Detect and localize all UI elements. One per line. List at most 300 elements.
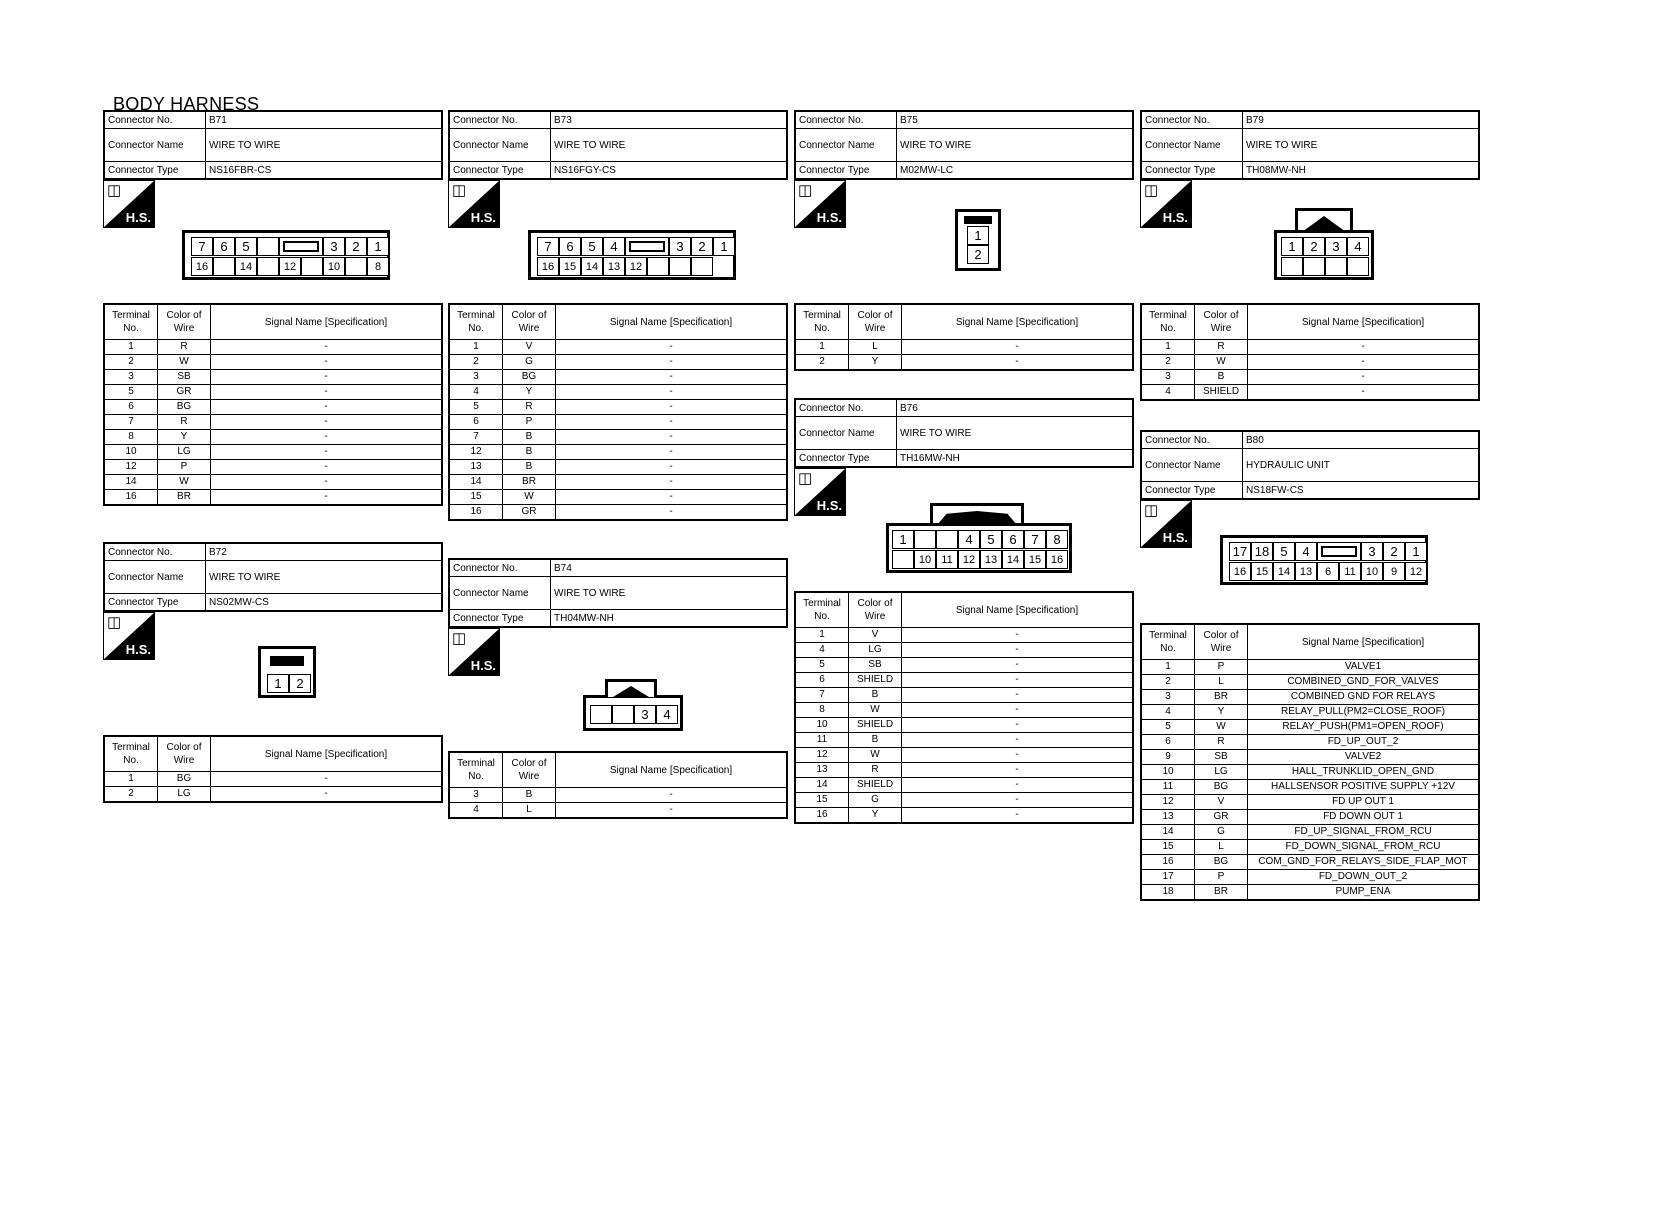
terminal-no-cell: 4 [449,803,503,819]
pin-cell: 1 [367,237,389,256]
table-row [1141,735,1479,750]
header-color-of-wire: Color of Wire [1195,624,1248,660]
connector-face-b73 [528,230,736,280]
terminal-no-cell: 6 [449,415,503,430]
terminal-no-cell: 7 [449,430,503,445]
table-row [1141,690,1479,705]
label-connector-type: Connector Type [449,610,551,628]
terminal-no-cell: 5 [1141,720,1195,735]
pin-cell: 8 [367,257,389,276]
wire-color-cell: BR [1195,690,1248,705]
wire-color-cell: B [1195,370,1248,385]
terminal-no-cell: 3 [1141,370,1195,385]
label-connector-name: Connector Name [104,129,206,162]
signal-name-cell: - [1248,355,1480,370]
wire-color-cell: W [503,490,556,505]
table-row [1141,840,1479,855]
terminal-no-cell: 7 [104,415,158,430]
terminal-no-cell: 2 [795,355,849,371]
table-row [795,748,1133,763]
wire-color-cell: GR [503,505,556,521]
signal-name-cell: - [902,733,1134,748]
pin-cell: 10 [1361,562,1383,581]
wire-color-cell: W [158,355,211,370]
table-row [1141,370,1479,385]
label-connector-no: Connector No. [795,399,897,417]
wire-color-cell: W [1195,355,1248,370]
pin-cell: 14 [581,257,603,276]
table-row [795,763,1133,778]
table-row [1141,825,1479,840]
signal-name-cell: VALVE1 [1248,660,1480,675]
signal-name-cell: - [902,808,1134,824]
connector-type: NS16FBR-CS [206,162,443,180]
pin-cell [345,257,367,276]
wire-color-cell: W [849,703,902,718]
table-row [449,475,787,490]
pin-cell: 10 [323,257,345,276]
wire-color-cell: G [503,355,556,370]
signal-name-cell: - [211,445,443,460]
pin-cell: 14 [235,257,257,276]
table-row [104,355,442,370]
connector-name: WIRE TO WIRE [206,561,443,594]
pin-cell: 7 [537,237,559,256]
connector-type: M02MW-LC [897,162,1134,180]
table-row [1141,855,1479,870]
table-row [449,490,787,505]
table-row [104,415,442,430]
table-row [795,733,1133,748]
wire-color-cell: B [849,733,902,748]
pin-cell: 11 [1339,562,1361,581]
signal-name-cell: - [902,778,1134,793]
hs-icon: ◫ H.S. [448,628,500,676]
terminal-no-cell: 13 [449,460,503,475]
terminal-no-cell: 2 [104,355,158,370]
connector-name: WIRE TO WIRE [897,129,1134,162]
pin-cell [691,257,713,276]
label-connector-type: Connector Type [449,162,551,180]
connector-name: HYDRAULIC UNIT [1243,449,1480,482]
pin-cell [213,257,235,276]
signal-name-cell: PUMP_ENA [1248,885,1480,901]
header-signal-name: Signal Name [Specification] [902,592,1134,628]
table-row [449,385,787,400]
table-row [795,718,1133,733]
wire-color-cell: SHIELD [1195,385,1248,401]
pin-cell: 15 [559,257,581,276]
header-terminal-no: Terminal No. [449,304,503,340]
terminal-table-b71 [103,303,443,506]
signal-name-cell: - [902,718,1134,733]
table-row [1141,705,1479,720]
wire-color-cell: B [503,430,556,445]
hs-icon: ◫ H.S. [103,612,155,660]
pin-cell: 3 [669,237,691,256]
signal-name-cell: - [556,490,788,505]
header-signal-name: Signal Name [Specification] [556,752,788,788]
connector-no: B74 [551,559,788,577]
signal-name-cell: - [211,787,443,803]
connector-type: NS16FGY-CS [551,162,788,180]
header-color-of-wire: Color of Wire [158,304,211,340]
terminal-table-b75 [794,303,1134,371]
terminal-no-cell: 4 [795,643,849,658]
connector-latch [1317,542,1361,561]
terminal-no-cell: 11 [1141,780,1195,795]
connector-face-b74 [583,695,683,731]
table-row [795,793,1133,808]
signal-name-cell: RELAY_PULL(PM2=CLOSE_ROOF) [1248,705,1480,720]
table-row [104,385,442,400]
hs-icon: ◫ H.S. [794,180,846,228]
pin-cell: 5 [1273,542,1295,561]
wire-color-cell: LG [1195,765,1248,780]
signal-name-cell: - [211,340,443,355]
connector-b74-info [448,558,788,628]
pin-cell [257,237,279,256]
header-signal-name: Signal Name [Specification] [1248,624,1480,660]
pin-cell: 2 [691,237,713,256]
pin-cell [892,550,914,569]
signal-name-cell: - [211,460,443,475]
table-row [449,430,787,445]
wire-color-cell: L [503,803,556,819]
terminal-table-b80 [1140,623,1480,901]
connector-no: B80 [1243,431,1480,449]
signal-name-cell: RELAY_PUSH(PM1=OPEN_ROOF) [1248,720,1480,735]
pin-cell: 9 [1383,562,1405,581]
connector-type: NS18FW-CS [1243,482,1480,500]
table-row [1141,340,1479,355]
wire-color-cell: Y [849,355,902,371]
header-color-of-wire: Color of Wire [158,736,211,772]
signal-name-cell: - [556,370,788,385]
pin-cell: 7 [1024,530,1046,549]
pin-cell [914,530,936,549]
wire-color-cell: L [1195,840,1248,855]
label-connector-name: Connector Name [795,417,897,450]
terminal-no-cell: 1 [1141,660,1195,675]
terminal-no-cell: 2 [1141,355,1195,370]
wire-color-cell: V [849,628,902,643]
signal-name-cell: - [211,475,443,490]
terminal-no-cell: 1 [795,340,849,355]
page-title: BODY HARNESS [113,94,260,114]
terminal-no-cell: 6 [104,400,158,415]
pin-cell [1325,257,1347,276]
pin-cell: 12 [625,257,647,276]
signal-name-cell: - [211,490,443,506]
terminal-no-cell: 1 [104,340,158,355]
terminal-no-cell: 12 [104,460,158,475]
table-row [449,803,787,819]
wire-color-cell: GR [158,385,211,400]
table-row [449,400,787,415]
wire-color-cell: SB [1195,750,1248,765]
terminal-no-cell: 2 [104,787,158,803]
wire-color-cell: GR [1195,810,1248,825]
terminal-no-cell: 12 [1141,795,1195,810]
terminal-no-cell: 14 [1141,825,1195,840]
pin-cell: 7 [191,237,213,256]
wire-color-cell: Y [849,808,902,824]
pin-cell [669,257,691,276]
terminal-no-cell: 11 [795,733,849,748]
header-color-of-wire: Color of Wire [849,304,902,340]
connector-b79-info [1140,110,1480,180]
pin-cell: 1 [1405,542,1427,561]
table-row [1141,675,1479,690]
signal-name-cell: - [902,748,1134,763]
terminal-no-cell: 1 [449,340,503,355]
connector-name: WIRE TO WIRE [1243,129,1480,162]
wire-color-cell: R [849,763,902,778]
connector-b73-info [448,110,788,180]
terminal-no-cell: 10 [795,718,849,733]
table-row [1141,780,1479,795]
wire-color-cell: Y [158,430,211,445]
table-row [104,475,442,490]
header-terminal-no: Terminal No. [795,592,849,628]
header-terminal-no: Terminal No. [449,752,503,788]
table-row [795,703,1133,718]
pin-cell: 5 [980,530,1002,549]
wire-color-cell: G [849,793,902,808]
pin-cell: 6 [1317,562,1339,581]
wire-color-cell: W [158,475,211,490]
wire-color-cell: BG [158,400,211,415]
pin-cell: 17 [1229,542,1251,561]
hs-icon: ◫ H.S. [1140,500,1192,548]
connector-no: B72 [206,543,443,561]
table-row [104,772,442,787]
table-row [449,445,787,460]
table-row [104,787,442,803]
wire-color-cell: BG [158,772,211,787]
terminal-no-cell: 16 [795,808,849,824]
wire-color-cell: R [1195,735,1248,750]
connector-no: B75 [897,111,1134,129]
connector-face-b71 [182,230,390,280]
wire-color-cell: Y [503,385,556,400]
table-row [104,400,442,415]
terminal-no-cell: 18 [1141,885,1195,901]
signal-name-cell: - [1248,385,1480,401]
signal-name-cell: COM_GND_FOR_RELAYS_SIDE_FLAP_MOT [1248,855,1480,870]
signal-name-cell: - [902,763,1134,778]
label-connector-name: Connector Name [104,561,206,594]
pin-cell: 4 [1295,542,1317,561]
signal-name-cell: - [556,415,788,430]
signal-name-cell: FD_DOWN_OUT_2 [1248,870,1480,885]
label-connector-type: Connector Type [795,450,897,468]
terminal-table-b79 [1140,303,1480,401]
connector-no: B71 [206,111,443,129]
pin-cell: 2 [967,245,989,264]
signal-name-cell: FD_DOWN_SIGNAL_FROM_RCU [1248,840,1480,855]
signal-name-cell: COMBINED_GND_FOR_VALVES [1248,675,1480,690]
pin-cell: 16 [1229,562,1251,581]
connector-name: WIRE TO WIRE [206,129,443,162]
header-signal-name: Signal Name [Specification] [556,304,788,340]
signal-name-cell: - [1248,370,1480,385]
pin-cell: 5 [235,237,257,256]
pin-cell: 4 [1347,237,1369,256]
table-row [795,688,1133,703]
table-row [1141,355,1479,370]
header-color-of-wire: Color of Wire [503,304,556,340]
terminal-no-cell: 12 [449,445,503,460]
terminal-no-cell: 14 [104,475,158,490]
pin-cell: 13 [1295,562,1317,581]
wire-color-cell: P [158,460,211,475]
table-row [449,340,787,355]
label-connector-name: Connector Name [1141,129,1243,162]
wire-color-cell: R [158,415,211,430]
signal-name-cell: - [902,688,1134,703]
pin-cell: 3 [634,705,656,724]
pin-cell: 3 [1361,542,1383,561]
table-row [795,340,1133,355]
pin-cell: 3 [323,237,345,256]
table-row [795,643,1133,658]
terminal-no-cell: 7 [795,688,849,703]
header-color-of-wire: Color of Wire [1195,304,1248,340]
pin-cell: 2 [345,237,367,256]
terminal-no-cell: 5 [449,400,503,415]
signal-name-cell: FD DOWN OUT 1 [1248,810,1480,825]
wire-color-cell: LG [158,445,211,460]
pin-cell: 1 [1281,237,1303,256]
hs-icon: ◫ H.S. [103,180,155,228]
wire-color-cell: BG [1195,855,1248,870]
wire-color-cell: SB [849,658,902,673]
table-row [1141,385,1479,401]
pin-cell: 15 [1251,562,1273,581]
terminal-no-cell: 9 [1141,750,1195,765]
pin-cell: 6 [213,237,235,256]
pin-cell: 12 [958,550,980,569]
terminal-no-cell: 13 [795,763,849,778]
signal-name-cell: - [902,793,1134,808]
signal-name-cell: VALVE2 [1248,750,1480,765]
connector-face-b72 [258,646,316,698]
table-row [104,430,442,445]
terminal-no-cell: 4 [1141,385,1195,401]
wire-color-cell: P [1195,870,1248,885]
table-row [449,370,787,385]
terminal-no-cell: 6 [1141,735,1195,750]
pin-cell [590,705,612,724]
wire-color-cell: SB [158,370,211,385]
terminal-no-cell: 16 [1141,855,1195,870]
hs-icon: ◫ H.S. [1140,180,1192,228]
pin-cell: 5 [581,237,603,256]
wire-color-cell: BG [503,370,556,385]
signal-name-cell: - [902,673,1134,688]
table-row [104,445,442,460]
label-connector-type: Connector Type [104,594,206,612]
terminal-table-b73 [448,303,788,521]
terminal-table-b72 [103,735,443,803]
pin-cell [1303,257,1325,276]
wire-color-cell: B [503,788,556,803]
wire-color-cell: V [1195,795,1248,810]
signal-name-cell: - [556,385,788,400]
connector-b80-info [1140,430,1480,500]
pin-cell: 8 [1046,530,1068,549]
pin-cell [301,257,323,276]
table-row [1141,750,1479,765]
terminal-no-cell: 8 [104,430,158,445]
terminal-no-cell: 4 [1141,705,1195,720]
table-row [104,370,442,385]
terminal-no-cell: 12 [795,748,849,763]
table-row [795,778,1133,793]
wire-color-cell: R [1195,340,1248,355]
pin-cell [257,257,279,276]
terminal-no-cell: 1 [795,628,849,643]
label-connector-no: Connector No. [104,543,206,561]
table-row [1141,870,1479,885]
signal-name-cell: - [556,475,788,490]
terminal-no-cell: 5 [104,385,158,400]
signal-name-cell: - [1248,340,1480,355]
label-connector-no: Connector No. [1141,431,1243,449]
label-connector-type: Connector Type [104,162,206,180]
connector-type: TH04MW-NH [551,610,788,628]
pin-cell: 6 [1002,530,1024,549]
label-connector-name: Connector Name [449,129,551,162]
connector-b72-info [103,542,443,612]
wire-color-cell: BR [503,475,556,490]
signal-name-cell: HALLSENSOR POSITIVE SUPPLY +12V [1248,780,1480,795]
label-connector-name: Connector Name [795,129,897,162]
connector-b76-info [794,398,1134,468]
pin-cell [936,530,958,549]
connector-face-b79 [1274,230,1374,280]
wire-color-cell: Y [1195,705,1248,720]
pin-cell: 13 [980,550,1002,569]
terminal-no-cell: 3 [449,788,503,803]
table-row [104,460,442,475]
header-terminal-no: Terminal No. [795,304,849,340]
terminal-no-cell: 16 [449,505,503,521]
wire-color-cell: SHIELD [849,673,902,688]
wire-color-cell: R [158,340,211,355]
connector-name: WIRE TO WIRE [551,129,788,162]
signal-name-cell: - [211,385,443,400]
terminal-no-cell: 10 [104,445,158,460]
wire-color-cell: W [849,748,902,763]
signal-name-cell: - [902,628,1134,643]
pin-cell: 16 [1046,550,1068,569]
wire-color-cell: SHIELD [849,718,902,733]
signal-name-cell: - [902,703,1134,718]
table-row [104,490,442,506]
label-connector-name: Connector Name [1141,449,1243,482]
connector-type: TH08MW-NH [1243,162,1480,180]
wire-color-cell: LG [849,643,902,658]
label-connector-no: Connector No. [449,559,551,577]
pin-cell [612,705,634,724]
connector-no: B73 [551,111,788,129]
terminal-no-cell: 3 [1141,690,1195,705]
signal-name-cell: - [556,400,788,415]
table-row [1141,660,1479,675]
